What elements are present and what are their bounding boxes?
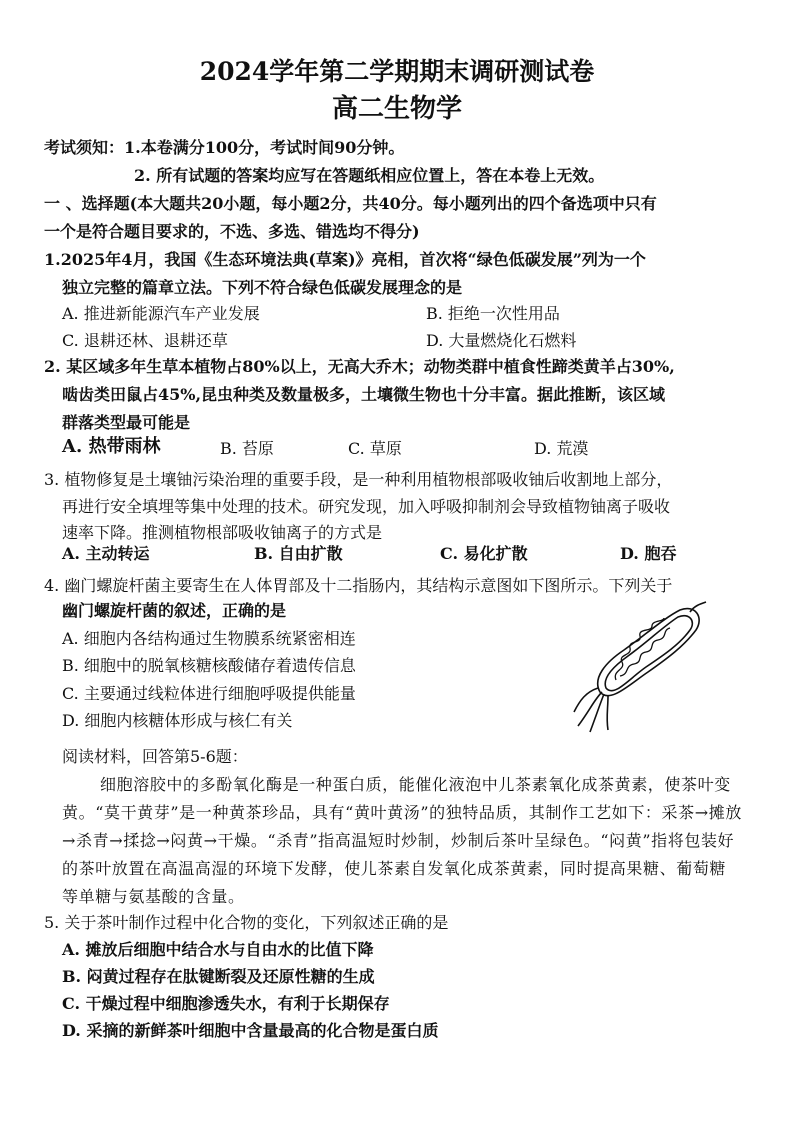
- q1-option-a: A. 推进新能源汽车产业发展: [62, 304, 260, 323]
- reading-intro: 阅读材料，回答第5-6题：: [62, 747, 248, 766]
- q1-option-b: B. 拒绝一次性用品: [426, 304, 560, 323]
- q5-stem: 5. 关于茶叶制作过程中化合物的变化，下列叙述正确的是: [44, 913, 449, 932]
- q1-option-d: D. 大量燃烧化石燃料: [426, 331, 577, 350]
- q5-option-a: A. 摊放后细胞中结合水与自由水的比值下降: [62, 940, 374, 959]
- q3-option-a: A. 主动转运: [62, 544, 150, 563]
- notice-item-1: 1.本卷满分100分，考试时间90分钟。: [124, 138, 405, 157]
- helicobacter-pylori-diagram: [572, 600, 712, 735]
- q2-option-a: A. 热带雨林: [62, 436, 161, 457]
- bacterium-flagellum: [607, 696, 608, 730]
- exam-title: 2024学年第二学期期末调研测试卷: [199, 57, 595, 86]
- q5-option-b: B. 闷黄过程存在肽键断裂及还原性糖的生成: [62, 967, 375, 986]
- q4-option-c: C. 主要通过线粒体进行细胞呼吸提供能量: [62, 684, 356, 703]
- q4-option-d: D. 细胞内核糖体形成与核仁有关: [62, 711, 293, 730]
- q5-option-c: C. 干燥过程中细胞渗透失水，有利于长期保存: [62, 994, 390, 1013]
- q2-stem-line-2: 啮齿类田鼠占45%,昆虫种类及数量极多，土壤微生物也十分丰富。据此推断，该区域: [62, 385, 666, 404]
- q2-option-c: C. 草原: [348, 439, 402, 458]
- q2-option-d: D. 荒漠: [534, 439, 589, 458]
- q1-stem-line-2: 独立完整的篇章立法。下列不符合绿色低碳发展理念的是: [62, 278, 463, 297]
- q2-option-b: B. 苔原: [220, 439, 274, 458]
- q3-stem-line-1: 3. 植物修复是土壤铀污染治理的重要手段，是一种利用植物根部吸收铀后收割地上部分，: [44, 470, 673, 489]
- q4-option-a: A. 细胞内各结构通过生物膜系统紧密相连: [62, 629, 356, 648]
- bacterium-flagellum: [574, 688, 598, 712]
- q3-option-d: D. 胞吞: [620, 544, 677, 563]
- reading-passage: 细胞溶胶中的多酚氧化酶是一种蛋白质，能催化液泡中儿茶素氧化成茶黄素，使茶叶变黄。“莫干黄芽”是一种黄茶珍品，具有“黄叶黄汤”的独特品质，其制作工艺如下：采茶→摊放→杀青→揉捻→闷黄→干燥。“杀青”指高温短时炒制，炒制后茶叶呈绿色。“闷黄”指将包装好的茶叶放置在高温高湿的环境下发酵，使儿茶素自发氧化成茶黄素，同时提高果糖、葡萄糖等单糖与氨基酸的含量。: [62, 775, 742, 906]
- q3-option-b: B. 自由扩散: [254, 544, 343, 563]
- q1-stem-line-1: 1.2025年4月，我国《生态环境法典(草案)》亮相，首次将“绿色低碳发展”列为一个: [44, 250, 646, 269]
- q3-stem-line-2: 再进行安全填埋等集中处理的技术。研究发现，加入呼吸抑制剂会导致植物铀离子吸收: [62, 497, 671, 516]
- bacterium-flagellum: [590, 694, 604, 732]
- section-heading-line-2: 一个是符合题目要求的，不选、多选、错选均不得分): [44, 222, 420, 241]
- section-heading-line-1: 一 、选择题(本大题共20小题，每小题2分，共40分。每小题列出的四个备选项中只有: [44, 194, 657, 213]
- q2-stem-line-1: 2. 某区域多年生草本植物占80%以上，无高大乔木；动物类群中植食性蹄类黄羊占30%,: [44, 357, 675, 376]
- q4-option-b: B. 细胞中的脱氧核糖核酸储存着遗传信息: [62, 656, 356, 675]
- q4-stem-line-1: 4. 幽门螺旋杆菌主要寄生在人体胃部及十二指肠内，其结构示意图如下图所示。下列关于: [44, 576, 673, 595]
- bacterium-dna-coil: [615, 618, 670, 680]
- q2-stem-line-3: 群落类型最可能是: [62, 413, 191, 432]
- q1-option-c: C. 退耕还林、退耕还草: [62, 331, 228, 350]
- bacterium-flagellum: [690, 602, 706, 612]
- q5-option-d: D. 采摘的新鲜茶叶细胞中含量最高的化合物是蛋白质: [62, 1021, 439, 1040]
- notice-label: 考试须知：: [44, 138, 125, 157]
- q4-stem-line-2: 幽门螺旋杆菌的叙述，正确的是: [62, 601, 287, 620]
- notice-item-2: 2. 所有试题的答案均应写在答题纸相应位置上，答在本卷上无效。: [134, 166, 605, 185]
- q3-stem-line-3: 速率下降。推测植物根部吸收铀离子的方式是: [62, 523, 383, 542]
- bacterium-cell-wall: [598, 609, 699, 696]
- exam-subject: 高二生物学: [331, 94, 462, 124]
- q3-option-c: C. 易化扩散: [440, 544, 528, 563]
- notice-line-1: [44, 138, 404, 158]
